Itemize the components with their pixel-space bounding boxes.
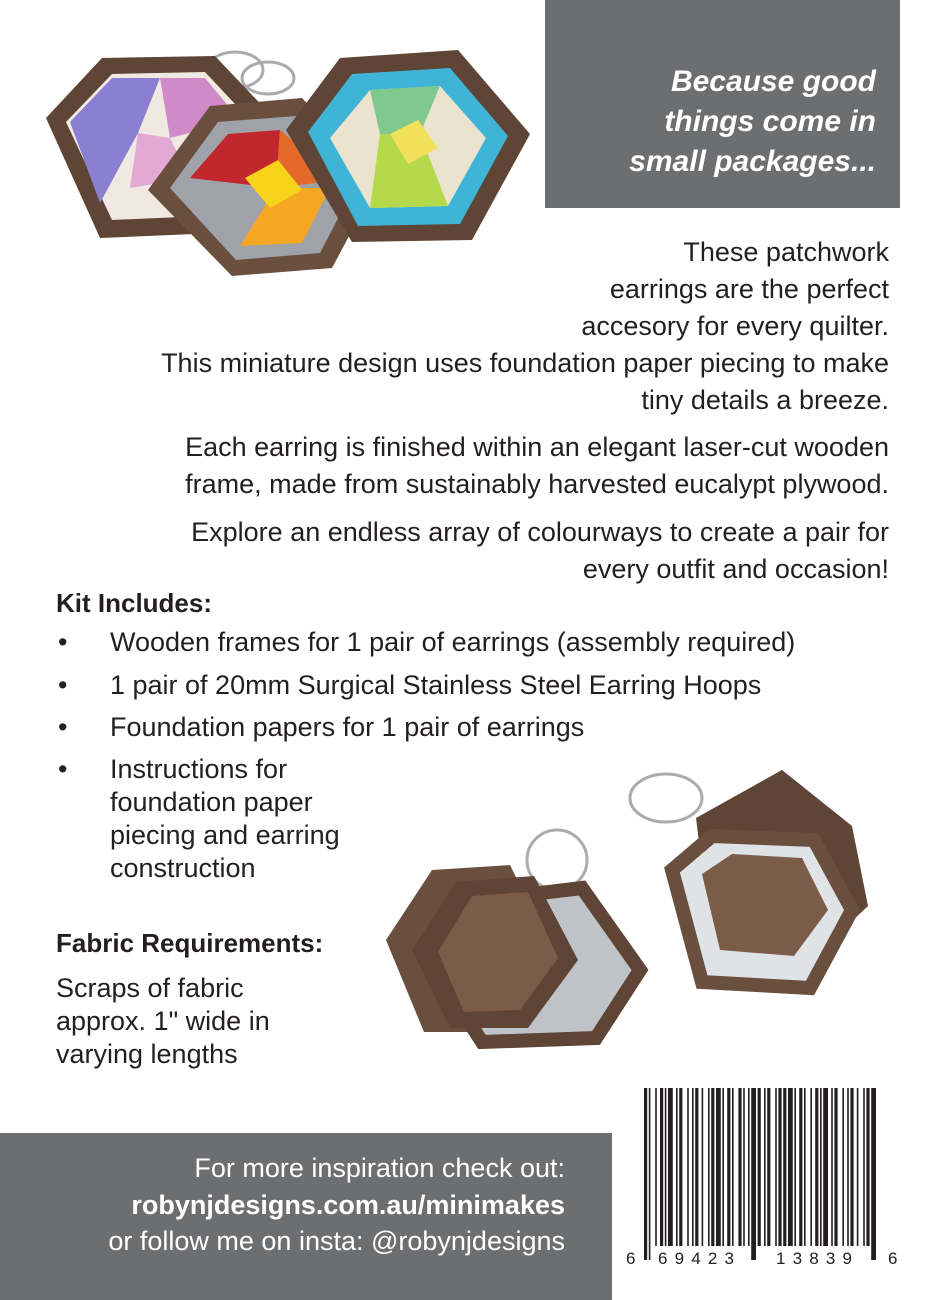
barcode-bar (716, 1088, 721, 1246)
barcode-bar (695, 1088, 698, 1246)
intro-line: earrings are the perfect (609, 274, 889, 304)
footer-panel (0, 1133, 612, 1300)
barcode-bar (857, 1088, 859, 1246)
barcode-bar (871, 1088, 876, 1260)
barcode-bar (775, 1088, 777, 1246)
intro-line: accesory for every quilter. (581, 311, 889, 341)
colour-line: Explore an endless array of colourways to create a pair for (191, 517, 889, 547)
bullet: • (58, 627, 68, 657)
barcode-bar (810, 1088, 812, 1246)
barcode-bar (727, 1088, 730, 1246)
intro-line: This miniature design uses foundation paper piecing to make (161, 348, 889, 378)
kit-item-text: construction (110, 853, 256, 883)
barcode-bar (711, 1088, 714, 1246)
kit-item-text: Instructions for (110, 754, 288, 784)
barcode-bars (644, 1088, 876, 1260)
barcode-bar (850, 1088, 853, 1246)
barcode-bar (764, 1088, 766, 1246)
fabric-text (56, 972, 270, 1071)
barcode-bar (665, 1088, 667, 1246)
barcode-bar (687, 1088, 689, 1246)
barcode-digit-first: 6 (626, 1249, 636, 1268)
kit-item-text: 1 pair of 20mm Surgical Stainless Steel Earring Hoops (110, 670, 762, 700)
barcode-bar (748, 1088, 750, 1246)
barcode-bar (820, 1088, 822, 1246)
tagline-line: Because good (670, 65, 876, 98)
hoop (242, 62, 294, 94)
bullet: • (58, 754, 68, 784)
barcode-bar (847, 1088, 849, 1246)
bullet: • (58, 670, 68, 700)
tagline-line: things come in (664, 105, 876, 138)
frame-line: Each earring is finished within an elegant laser-cut wooden (185, 432, 889, 462)
barcode-bar (668, 1088, 673, 1246)
barcode-bar (743, 1088, 745, 1246)
barcode-bar (866, 1088, 869, 1246)
frame-line: frame, made from sustainably harvested eucalypt plywood. (185, 469, 889, 499)
barcode-bar (708, 1088, 710, 1246)
barcode-bar (732, 1088, 734, 1246)
barcode-bar (783, 1088, 786, 1246)
fabric-line: varying lengths (56, 1039, 238, 1069)
barcode-bar (644, 1088, 647, 1260)
barcode-bar (655, 1088, 657, 1246)
barcode-bar (722, 1088, 724, 1246)
kit-item-text: Foundation papers for 1 pair of earrings (110, 712, 585, 742)
colour-line: every outfit and occasion! (582, 554, 889, 584)
intro-line: tiny details a breeze. (641, 385, 889, 415)
barcode-bar (788, 1088, 793, 1246)
kit-item-text: piecing and earring (110, 820, 340, 850)
fabric-line: approx. 1" wide in (56, 1006, 270, 1036)
barcode-bar (863, 1088, 865, 1246)
tagline (556, 62, 876, 182)
website-link[interactable]: robynjdesigns.com.au/minimakes (131, 1190, 565, 1220)
kit-item-text: Wooden frames for 1 pair of earrings (assembly required) (110, 627, 796, 657)
colour-paragraph (29, 514, 889, 588)
barcode-bar (823, 1088, 828, 1246)
barcode-bar (758, 1088, 761, 1246)
tagline-line: small packages... (629, 145, 876, 178)
barcode-bar (660, 1088, 663, 1246)
barcode-bar (815, 1088, 818, 1246)
barcode (626, 1088, 900, 1268)
barcode-bar (831, 1088, 833, 1246)
barcode-bar (649, 1088, 651, 1260)
barcode-bar (738, 1088, 741, 1246)
barcode-bar (778, 1088, 781, 1246)
barcode-group-left: 69423 (658, 1249, 734, 1268)
instagram-link[interactable]: or follow me on insta: @robynjdesigns (108, 1226, 565, 1256)
kit-item-text: foundation paper (110, 787, 313, 817)
barcode-bar (804, 1088, 806, 1246)
frames-photo (382, 770, 882, 1050)
kit-heading: Kit Includes: (56, 588, 213, 618)
intro-line: These patchwork (683, 237, 889, 267)
barcode-bar (751, 1088, 756, 1260)
intro-paragraph (29, 234, 889, 419)
barcode-bar (842, 1088, 844, 1246)
barcode-bar (767, 1088, 770, 1246)
barcode-bar (692, 1088, 694, 1246)
hoop (630, 774, 702, 822)
barcode-group-right: 13839 (776, 1249, 852, 1268)
footer-inspiration-text: For more inspiration check out: (194, 1153, 565, 1183)
frame-stack-left (386, 865, 640, 1042)
barcode-digit-last: 6 (888, 1249, 898, 1268)
barcode-bar (834, 1088, 837, 1246)
tagline-panel (545, 0, 900, 208)
barcode-bar (799, 1088, 802, 1246)
barcode-bar (679, 1088, 682, 1246)
frame-paragraph (29, 429, 889, 503)
barcode-bar (794, 1088, 796, 1246)
barcode-bar (702, 1088, 704, 1246)
fabric-heading: Fabric Requirements: (56, 928, 324, 958)
barcode-bar (676, 1088, 678, 1246)
fabric-line: Scraps of fabric (56, 973, 244, 1003)
bullet: • (58, 712, 68, 742)
